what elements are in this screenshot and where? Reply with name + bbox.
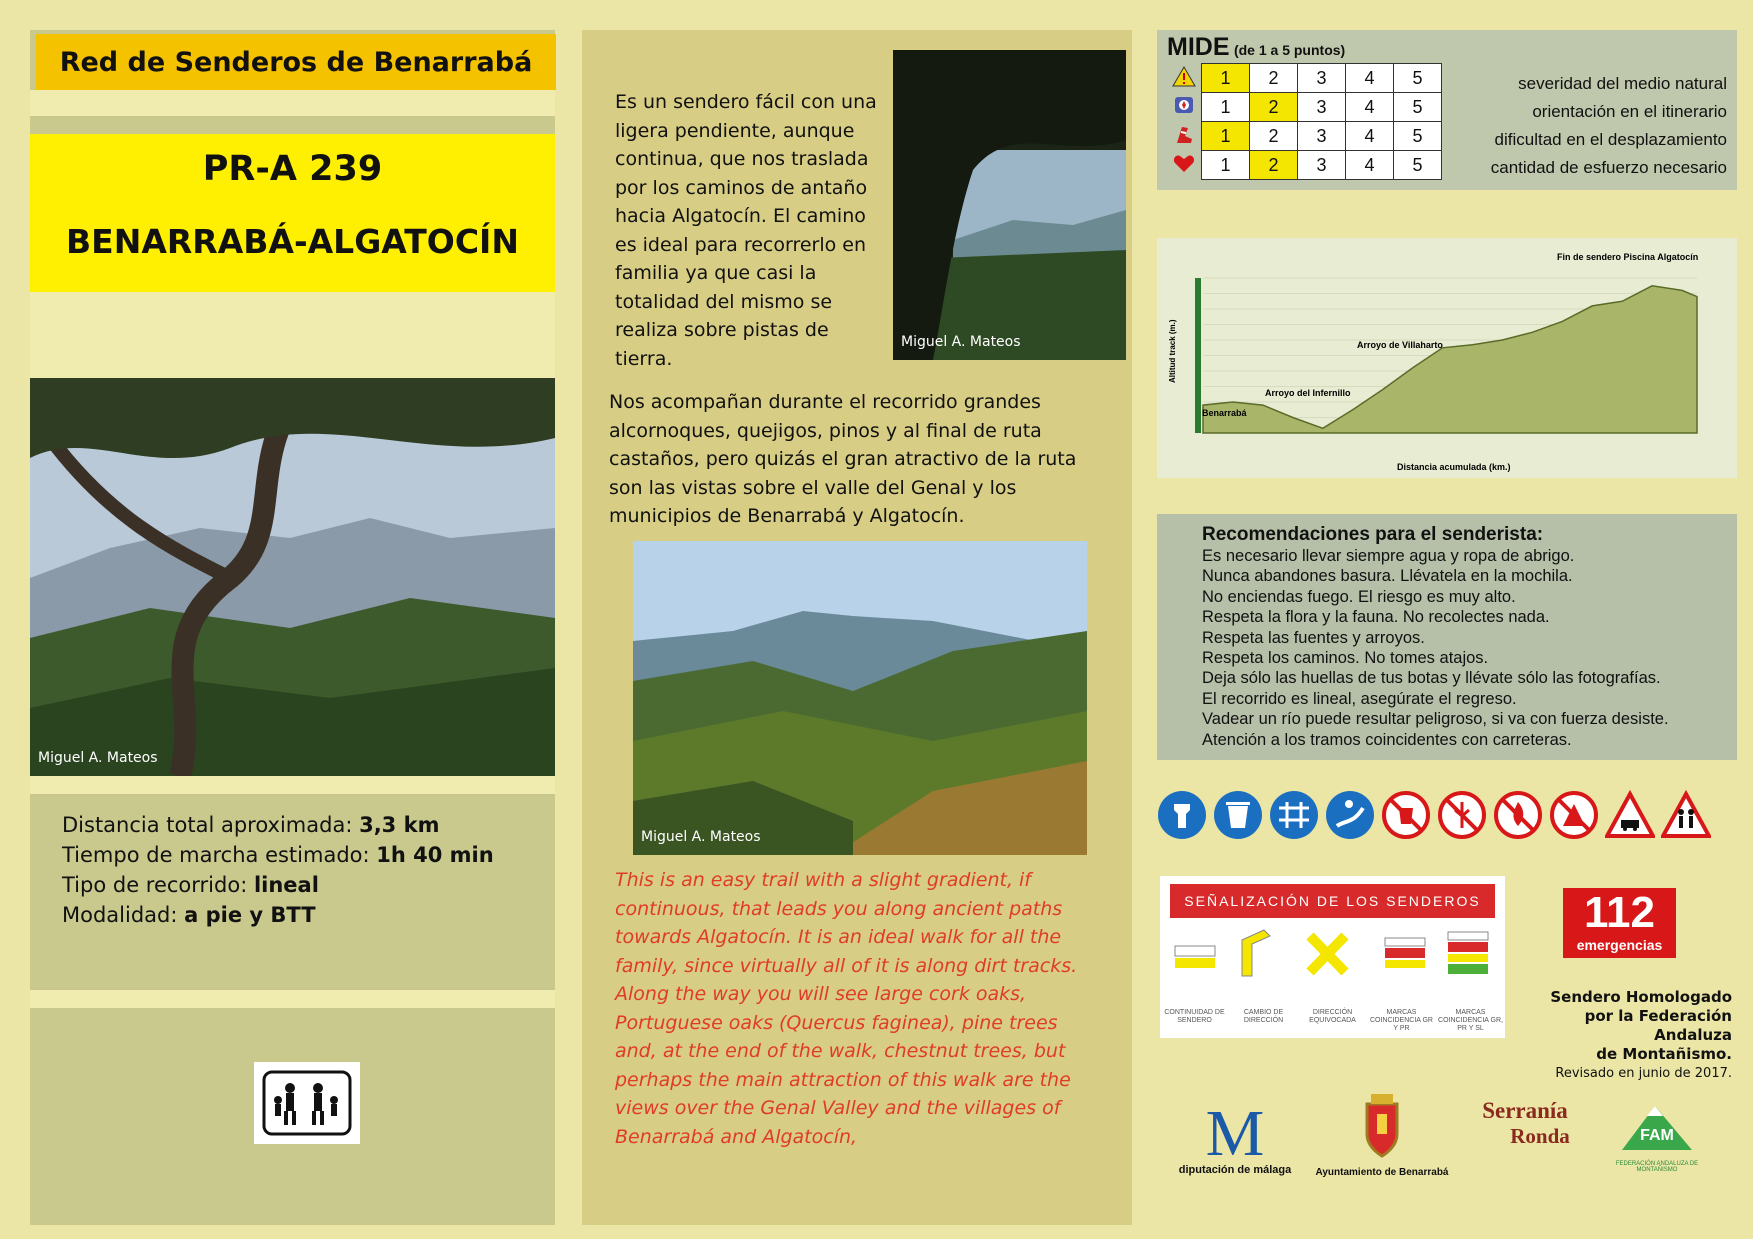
boot-icon	[1167, 122, 1202, 151]
fam-logo	[1597, 1102, 1717, 1173]
left-middle-strip	[30, 292, 555, 378]
recommendations-title: Recomendaciones para el senderista:	[1202, 524, 1544, 545]
logos-row	[1157, 1082, 1737, 1202]
warning-icon	[1167, 64, 1202, 93]
mide-label: dificultad en el desplazamiento	[1494, 130, 1727, 149]
fam-label: FAM	[1640, 1127, 1674, 1144]
no-littering-icon	[1381, 790, 1431, 840]
fact-mode: Modalidad: a pie y BTT	[62, 903, 316, 927]
pedestrian-warning-icon	[1661, 790, 1711, 840]
altitude-scale-bar	[1195, 278, 1201, 433]
fact-distance: Distancia total aproximada: 3,3 km	[62, 813, 440, 837]
mide-label: orientación en el itinerario	[1532, 102, 1727, 121]
list-item: Respeta las fuentes y arroyos.	[1202, 628, 1425, 647]
route-name: BENARRABÁ-ALGATOCÍN	[66, 222, 519, 261]
gate-icon	[1269, 790, 1319, 840]
emergency-badge	[1563, 888, 1676, 958]
elevation-profile-panel	[1157, 238, 1737, 478]
list-item: Vadear un río puede resultar peligroso, si va con fuerza desiste.	[1202, 710, 1669, 729]
recommendations-panel	[1157, 514, 1737, 760]
network-title-bar	[36, 34, 556, 90]
left-top-strip	[30, 90, 555, 116]
emergency-number: 112	[1584, 888, 1655, 937]
list-item: No enciendas fuego. El riesgo es muy alto.	[1202, 587, 1516, 606]
fam-full-label: FEDERACIÓN ANDALUZA DE MONTAÑISMO	[1615, 1161, 1699, 1173]
fact-time: Tiempo de marcha estimado: 1h 40 min	[62, 843, 494, 867]
mide-label: cantidad de esfuerzo necesario	[1490, 158, 1727, 177]
mide-row-severity: 1 2 3 4 5	[1167, 64, 1442, 93]
label-infernillo: Arroyo del Infernillo	[1265, 388, 1351, 398]
heart-icon	[1167, 151, 1202, 180]
label-villaharto: Arroyo de Villaharto	[1357, 340, 1443, 350]
list-item: Respeta la flora y la fauna. No recolectes nada.	[1202, 608, 1550, 627]
mide-subtitle: (de 1 a 5 puntos)	[1233, 42, 1346, 58]
mide-labels	[1491, 70, 1727, 182]
list-item: Deja sólo las huellas de tus botas y llévate sólo las fotografías.	[1202, 669, 1661, 688]
mide-row-effort: 1 2 3 4 5	[1167, 151, 1442, 180]
water-icon	[1157, 790, 1207, 840]
cork-oak-photo	[30, 378, 555, 776]
list-item: Es necesario llevar siempre agua y ropa de abrigo.	[1202, 547, 1575, 565]
ayuntamiento-label: Ayuntamiento de Benarrabá	[1315, 1167, 1449, 1178]
route-facts	[62, 810, 542, 930]
signage-caption: MARCAS COINCIDENCIA GR, PR Y SL	[1438, 1009, 1503, 1032]
list-item: Nunca abandones basura. Llévatela en la mochila.	[1202, 567, 1573, 586]
route-title-block	[30, 134, 555, 292]
signage-caption: CONTINUIDAD DE SENDERO	[1164, 1009, 1225, 1024]
mide-panel	[1157, 30, 1737, 190]
serrania-label-2: Ronda	[1510, 1124, 1570, 1148]
list-item: Atención a los tramos coincidentes con carreteras.	[1202, 730, 1572, 749]
diputacion-label: diputación de málaga	[1178, 1164, 1292, 1176]
homologation-text: Sendero Homologado por la Federación Andaluza de Montañismo. Revisado en junio de 2017.	[1550, 988, 1732, 1081]
compass-icon	[1167, 93, 1202, 122]
pictograms-row	[1157, 790, 1737, 850]
mide-table	[1167, 63, 1442, 180]
signage-panel	[1160, 876, 1505, 1038]
no-fire-icon	[1493, 790, 1543, 840]
path-icon	[1325, 790, 1375, 840]
valley-photo-art	[633, 541, 1087, 855]
route-code: PR-A 239	[202, 149, 383, 189]
forest-photo-art	[893, 50, 1126, 360]
elevation-profile-chart	[1157, 238, 1737, 478]
forest-photo	[893, 50, 1126, 360]
diputacion-mark: M	[1205, 1097, 1265, 1170]
english-summary: This is an easy trail with a slight gradient, if continuous, that leads you along ancient paths towards Algatocín. It is an ideal walk for all the family, since virtually all of it is along dirt tracks. Along the way you will see large cork oaks, Portuguese oaks (Quercus faginea), pine trees and, at the end of the walk, chestnut trees, but perhaps the main attraction of this walk are the views over the Genal Valley and the villages of Benarrabá and Algatocín,	[615, 869, 1078, 1148]
road-warning-icon	[1605, 790, 1655, 840]
mide-title: MIDE	[1167, 33, 1230, 61]
signage-caption: DIRECCIÓN EQUIVOCADA	[1309, 1009, 1356, 1024]
ayuntamiento-logo	[1307, 1092, 1457, 1178]
mide-row-difficulty: 1 2 3 4 5	[1167, 122, 1442, 151]
no-camping-icon	[1549, 790, 1599, 840]
valley-photo	[633, 541, 1087, 855]
coat-of-arms-icon	[1357, 1092, 1407, 1162]
mide-row-orientation: 1 2 3 4 5	[1167, 93, 1442, 122]
mide-label: severidad del medio natural	[1518, 74, 1727, 93]
signage-caption: CAMBIO DE DIRECCIÓN	[1243, 1009, 1284, 1024]
signage-title: SEÑALIZACIÓN DE LOS SENDEROS	[1170, 884, 1495, 918]
signage-captions	[1160, 1009, 1505, 1033]
no-picking-icon	[1437, 790, 1487, 840]
recommendations-list	[1162, 546, 1669, 750]
photo-credit: Miguel A. Mateos	[38, 750, 158, 766]
profile-ylabel: Altitud track (m.)	[1168, 319, 1177, 383]
left-bottom-strip	[30, 990, 555, 1008]
trash-icon	[1213, 790, 1263, 840]
paragraph-2: Nos acompañan durante el recorrido grandes alcornoques, quejigos, pinos y al final de ruta castaños, pero quizás el gran atractivo de la ruta son las vistas sobre el valle del Genal y los municipios de Benarrabá y Algatocín.	[609, 391, 1077, 527]
intro-text: Es un sendero fácil con una ligera pendiente, aunque continua, que nos traslada por los caminos de antaño hacia Algatocín. El camino es ideal para recorrerlo en familia ya que casi la totalidad del mismo se realiza sobre pistas de tierra.	[615, 91, 877, 370]
elevation-area	[1203, 286, 1697, 433]
list-item: El recorrido es lineal, asegúrate el regreso.	[1202, 689, 1517, 708]
serrania-logo	[1465, 1098, 1585, 1149]
photo-credit: Miguel A. Mateos	[901, 334, 1021, 350]
serrania-label-1: Serranía	[1482, 1098, 1568, 1123]
cork-oak-photo-art	[30, 378, 555, 776]
photo-credit: Miguel A. Mateos	[641, 829, 761, 845]
list-item: Respeta los caminos. No tomes atajos.	[1202, 649, 1489, 668]
emergency-label: emergencias	[1576, 937, 1663, 953]
fact-type: Tipo de recorrido: lineal	[62, 873, 319, 897]
left-gap-strip	[30, 776, 555, 794]
diputacion-logo	[1165, 1097, 1305, 1176]
label-benarraba: Benarrabá	[1202, 408, 1247, 418]
profile-xlabel: Distancia acumulada (km.)	[1397, 462, 1511, 472]
hikers-icon	[254, 1062, 360, 1144]
signage-marks	[1160, 928, 1505, 998]
signage-caption: MARCAS COINCIDENCIA GR Y PR	[1369, 1009, 1433, 1032]
network-title: Red de Senderos de Benarrabá	[59, 46, 533, 78]
label-end: Fin de sendero Piscina Algatocín	[1557, 252, 1699, 262]
